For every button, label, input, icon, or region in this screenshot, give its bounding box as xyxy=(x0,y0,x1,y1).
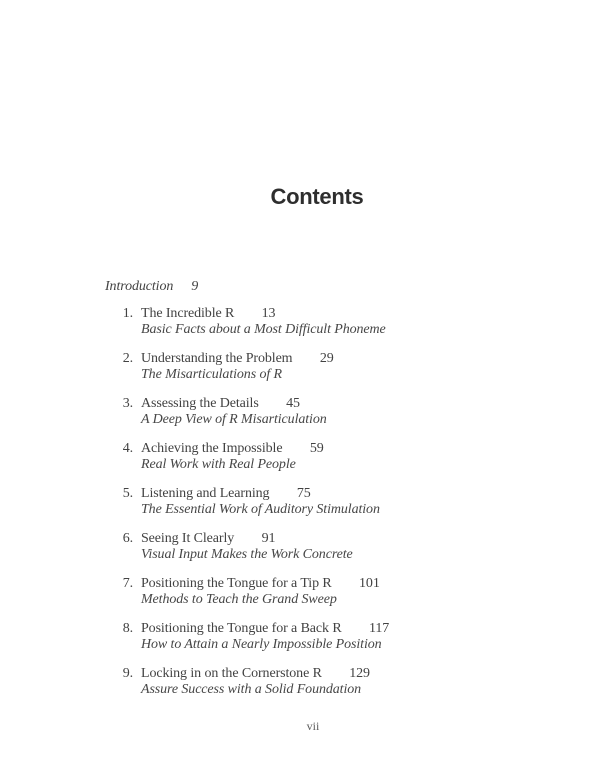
entry-body xyxy=(141,306,386,339)
entry-title: Locking in on the Cornerstone R xyxy=(141,665,322,681)
entry-number: 1. xyxy=(122,305,133,321)
entry-page-number: 129 xyxy=(349,665,370,681)
entry-subtitle: How to Attain a Nearly Impossible Position xyxy=(141,637,382,652)
entry-subtitle: Real Work with Real People xyxy=(141,457,296,472)
entry-page-number: 91 xyxy=(261,530,276,546)
toc-entry xyxy=(105,576,570,609)
entry-title-line xyxy=(141,306,386,323)
entry-subtitle: The Essential Work of Auditory Stimulation xyxy=(141,502,380,517)
entry-title: Positioning the Tongue for a Back R xyxy=(141,620,342,636)
intro-page-number: 9 xyxy=(191,279,199,294)
toc-entry xyxy=(105,531,570,564)
entry-title-line xyxy=(141,621,389,638)
entry-subtitle: A Deep View of R Misarticulation xyxy=(141,412,327,427)
entry-title-line xyxy=(141,531,353,548)
entry-title: Achieving the Impossible xyxy=(141,440,283,456)
entry-number: 5. xyxy=(122,485,133,501)
entry-subtitle: Basic Facts about a Most Difficult Phoneme xyxy=(141,322,386,337)
entry-number: 8. xyxy=(122,620,133,636)
entry-body xyxy=(141,441,324,474)
entry-subtitle: The Misarticulations of R xyxy=(141,367,283,382)
entry-page-number: 101 xyxy=(359,575,380,591)
entry-body xyxy=(141,396,327,429)
entry-title-line xyxy=(141,486,380,503)
entry-title-line xyxy=(141,441,324,458)
entry-page-number: 29 xyxy=(319,350,334,366)
entry-title: Understanding the Problem xyxy=(141,350,293,366)
entry-body xyxy=(141,621,389,654)
toc-intro-entry xyxy=(105,279,570,296)
table-of-contents xyxy=(105,279,570,711)
entry-title: Seeing It Clearly xyxy=(141,530,235,546)
entry-number: 9. xyxy=(122,665,133,681)
entry-body xyxy=(141,531,353,564)
entry-page-number: 117 xyxy=(368,620,390,636)
entry-number: 7. xyxy=(122,575,133,591)
entry-page-number: 13 xyxy=(261,305,276,321)
entry-body xyxy=(141,666,370,699)
toc-entry xyxy=(105,441,570,474)
entry-body xyxy=(141,351,334,384)
toc-entry xyxy=(105,351,570,384)
entry-body xyxy=(141,576,380,609)
entry-page-number: 59 xyxy=(309,440,324,456)
entry-subtitle: Assure Success with a Solid Foundation xyxy=(141,682,362,697)
toc-entry xyxy=(105,486,570,519)
entry-title: The Incredible R xyxy=(141,305,235,321)
folio-page-number: vii xyxy=(306,719,320,733)
toc-entry xyxy=(105,621,570,654)
intro-label: Introduction xyxy=(105,279,174,294)
entry-title-line xyxy=(141,351,334,368)
entry-page-number: 75 xyxy=(296,485,311,501)
toc-entry xyxy=(105,666,570,699)
entry-subtitle: Methods to Teach the Grand Sweep xyxy=(141,592,337,607)
entry-title: Listening and Learning xyxy=(141,485,270,501)
page-title: Contents xyxy=(270,183,364,209)
toc-entries xyxy=(105,306,570,699)
entry-page-number: 45 xyxy=(286,395,300,411)
entry-title-line xyxy=(141,396,327,413)
entry-title-line xyxy=(141,576,380,593)
entry-number: 3. xyxy=(122,395,133,411)
entry-number: 2. xyxy=(122,350,133,366)
toc-entry xyxy=(105,306,570,339)
toc-entry xyxy=(105,396,570,429)
entry-number: 6. xyxy=(122,530,133,546)
entry-title-line xyxy=(141,666,370,683)
entry-number: 4. xyxy=(122,440,133,456)
entry-title: Positioning the Tongue for a Tip R xyxy=(141,575,332,591)
entry-subtitle: Visual Input Makes the Work Concrete xyxy=(141,547,353,562)
entry-body xyxy=(141,486,380,519)
entry-title: Assessing the Details xyxy=(141,395,259,411)
